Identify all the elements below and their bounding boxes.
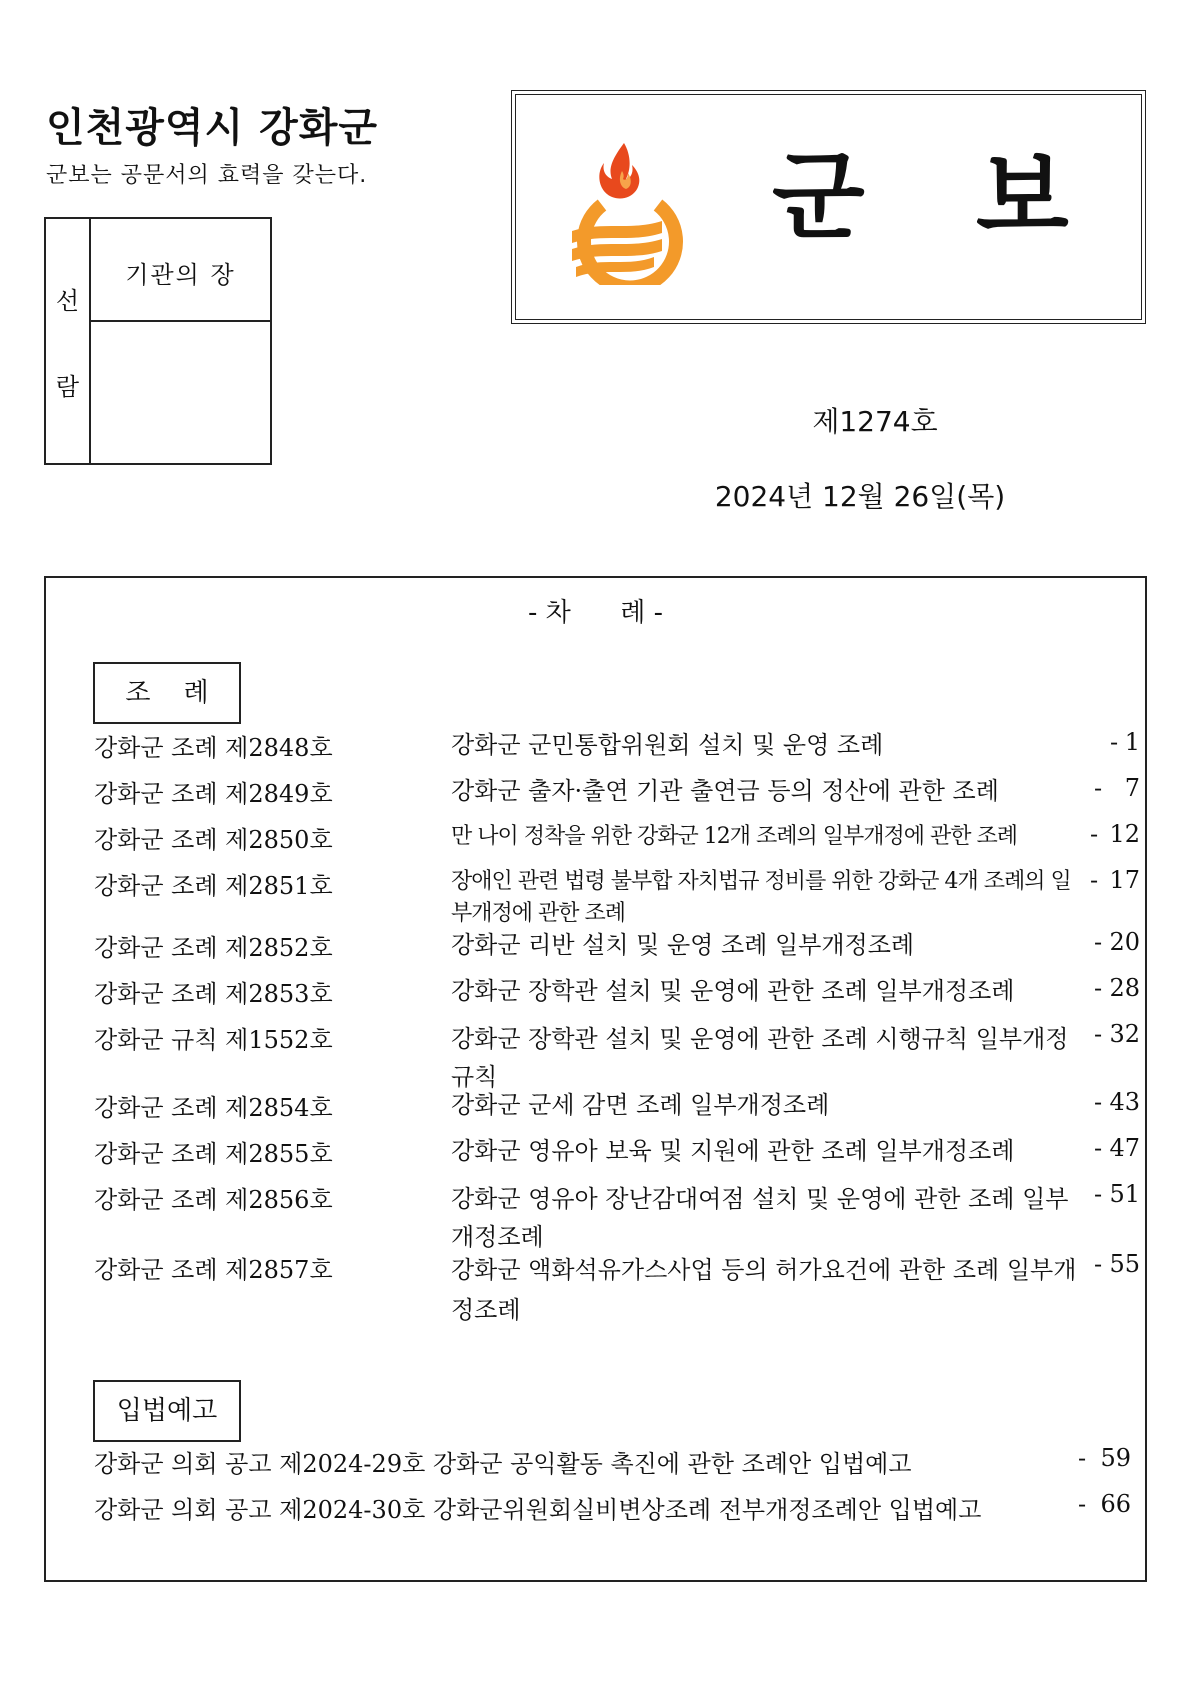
toc-code: 강화군 조례 제2854호 — [94, 1094, 333, 1122]
toc-title-text: 강화군 장학관 설치 및 운영에 관한 조례 일부개정조례 — [451, 977, 1015, 1005]
toc-page: 28 — [1109, 974, 1140, 1002]
toc-page: 17 — [1109, 866, 1140, 894]
toc-page: 47 — [1109, 1134, 1140, 1162]
toc-dash: - — [1078, 1444, 1087, 1472]
toc-row-notice-2[interactable]: 강화군 의회 공고 제2024-30호 강화군위원회실비변상조례 전부개정조례안 입법예고 — [94, 1496, 982, 1524]
toc-dash: - — [1094, 1180, 1103, 1208]
toc-dash: - — [1078, 1490, 1087, 1518]
toc-page: 12 — [1109, 820, 1140, 848]
toc-title-text: 강화군 장학관 설치 및 운영에 관한 조례 시행규칙 일부개정규칙 — [451, 1025, 1069, 1091]
gangwha-emblem-icon — [562, 135, 686, 285]
section-legislative-notice-label: 입법예고 — [93, 1380, 241, 1442]
approval-box — [44, 217, 272, 465]
toc-title-text: 만 나이 정착을 위한 강화군 12개 조례의 일부개정에 관한 조례 — [451, 824, 1017, 849]
toc-dash: - — [1094, 1134, 1103, 1162]
toc-dash: - — [1090, 866, 1099, 894]
toc-title-text: 강화군 리반 설치 및 운영 조례 일부개정조례 — [451, 931, 915, 959]
toc-dash: - — [1094, 1020, 1103, 1048]
toc-dash: - — [1094, 928, 1103, 956]
toc-code: 강화군 조례 제2849호 — [94, 780, 333, 808]
toc-title-text: 강화군 군세 감면 조례 일부개정조례 — [451, 1091, 830, 1119]
approval-side-column — [46, 219, 91, 463]
masthead-title-2: 보 — [976, 141, 1069, 253]
toc-page: 43 — [1109, 1088, 1140, 1116]
toc-dash: - — [1094, 774, 1103, 802]
toc-dash: - — [1094, 1250, 1103, 1278]
toc-dash: - — [1094, 974, 1103, 1002]
toc-code: 강화군 규칙 제1552호 — [94, 1026, 333, 1054]
toc-code: 강화군 조례 제2852호 — [94, 934, 333, 962]
approval-head-cell — [91, 219, 270, 322]
issue-date: 2024년 12월 26일(목) — [714, 480, 1006, 513]
toc-page: 1 — [1124, 728, 1140, 756]
toc-dash: - — [1090, 820, 1099, 848]
toc-title-text: 강화군 군민통합위원회 설치 및 운영 조례 — [451, 731, 884, 759]
toc-page: 55 — [1109, 1250, 1140, 1278]
toc-code: 강화군 조례 제2850호 — [94, 826, 333, 854]
toc-page: 59 — [1100, 1444, 1131, 1472]
toc-title-text: 강화군 영유아 장난감대여점 설치 및 운영에 관한 조례 일부개정조례 — [451, 1185, 1069, 1251]
toc-code: 강화군 조례 제2857호 — [94, 1256, 333, 1284]
toc-page: 51 — [1109, 1180, 1140, 1208]
legal-notice: 군보는 공문서의 효력을 갖는다. — [46, 163, 368, 188]
masthead-title-1: 군 — [772, 141, 865, 253]
toc-page: 20 — [1109, 928, 1140, 956]
approval-side-label-1: 선 — [55, 287, 80, 315]
approval-side-label-2: 람 — [55, 373, 80, 401]
toc-page: 32 — [1109, 1020, 1140, 1048]
approval-head-label: 기관의 장 — [125, 261, 236, 289]
toc-page: 7 — [1124, 774, 1140, 802]
masthead-inner-frame — [515, 94, 1142, 320]
toc-title-text: 장애인 관련 법령 불부합 자치법규 정비를 위한 강화군 4개 조례의 일부개정에 관한 조례 — [451, 869, 1071, 926]
issue-number: 제1274호 — [812, 405, 938, 438]
table-of-contents — [44, 576, 1147, 1582]
publisher-title: 인천광역시 강화군 — [46, 105, 379, 151]
toc-code: 강화군 조례 제2851호 — [94, 872, 333, 900]
toc-title-text: 강화군 영유아 보육 및 지원에 관한 조례 일부개정조례 — [451, 1137, 1015, 1165]
toc-code: 강화군 조례 제2855호 — [94, 1140, 333, 1168]
toc-title-text: 강화군 출자·출연 기관 출연금 등의 정산에 관한 조례 — [451, 777, 999, 805]
toc-title-text: 강화군 액화석유가스사업 등의 허가요건에 관한 조례 일부개정조례 — [451, 1256, 1077, 1324]
toc-page: 66 — [1100, 1490, 1131, 1518]
toc-code: 강화군 조례 제2853호 — [94, 980, 333, 1008]
toc-dash: - — [1110, 728, 1119, 756]
toc-code: 강화군 조례 제2848호 — [94, 734, 333, 762]
masthead — [511, 90, 1146, 324]
section-ordinance-label: 조 례 — [93, 662, 241, 724]
toc-row-notice-1[interactable]: 강화군 의회 공고 제2024-29호 강화군 공익활동 촉진에 관한 조례안 입법예고 — [94, 1450, 912, 1478]
toc-dash: - — [1094, 1088, 1103, 1116]
toc-title: - 차 례 - — [527, 598, 664, 628]
toc-code: 강화군 조례 제2856호 — [94, 1186, 333, 1214]
